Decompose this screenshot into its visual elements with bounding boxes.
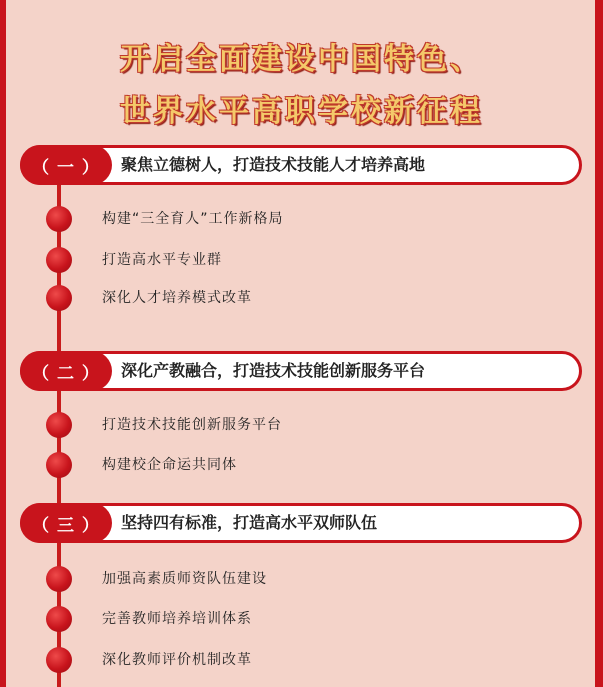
section-header-2 [20, 351, 582, 391]
section-header-1 [20, 145, 582, 185]
red-circle-bullet-icon [46, 412, 72, 438]
list-item-label: 加强高素质师资队伍建设 [102, 571, 267, 587]
red-circle-bullet-icon [46, 247, 72, 273]
page-title-line-1: 开启全面建设中国特色、 [120, 42, 483, 77]
list-item-label: 完善教师培养培训体系 [102, 611, 252, 627]
section-number-badge: （ 一 ） [20, 145, 112, 185]
red-circle-bullet-icon [46, 206, 72, 232]
list-item-label: 构建“三全育人”工作新格局 [102, 211, 284, 227]
page-title-line-2: 世界水平高职学校新征程 [120, 94, 483, 129]
red-circle-bullet-icon [46, 606, 72, 632]
list-item-label: 深化人才培养模式改革 [102, 290, 252, 306]
list-item-label: 打造技术技能创新服务平台 [102, 417, 282, 433]
section-header-3 [20, 503, 582, 543]
red-circle-bullet-icon [46, 452, 72, 478]
red-circle-bullet-icon [46, 285, 72, 311]
red-circle-bullet-icon [46, 647, 72, 673]
section-number-badge: （ 二 ） [20, 351, 112, 391]
list-item-label: 构建校企命运共同体 [102, 457, 237, 473]
section-number-badge: （ 三 ） [20, 503, 112, 543]
list-item-label: 打造高水平专业群 [102, 252, 222, 268]
section-title: 坚持四有标准，打造高水平双师队伍 [121, 513, 378, 532]
section-title: 聚焦立德树人，打造技术技能人才培养高地 [121, 155, 426, 174]
list-item-label: 深化教师评价机制改革 [102, 652, 252, 668]
red-circle-bullet-icon [46, 566, 72, 592]
section-title: 深化产教融合，打造技术技能创新服务平台 [121, 361, 426, 380]
